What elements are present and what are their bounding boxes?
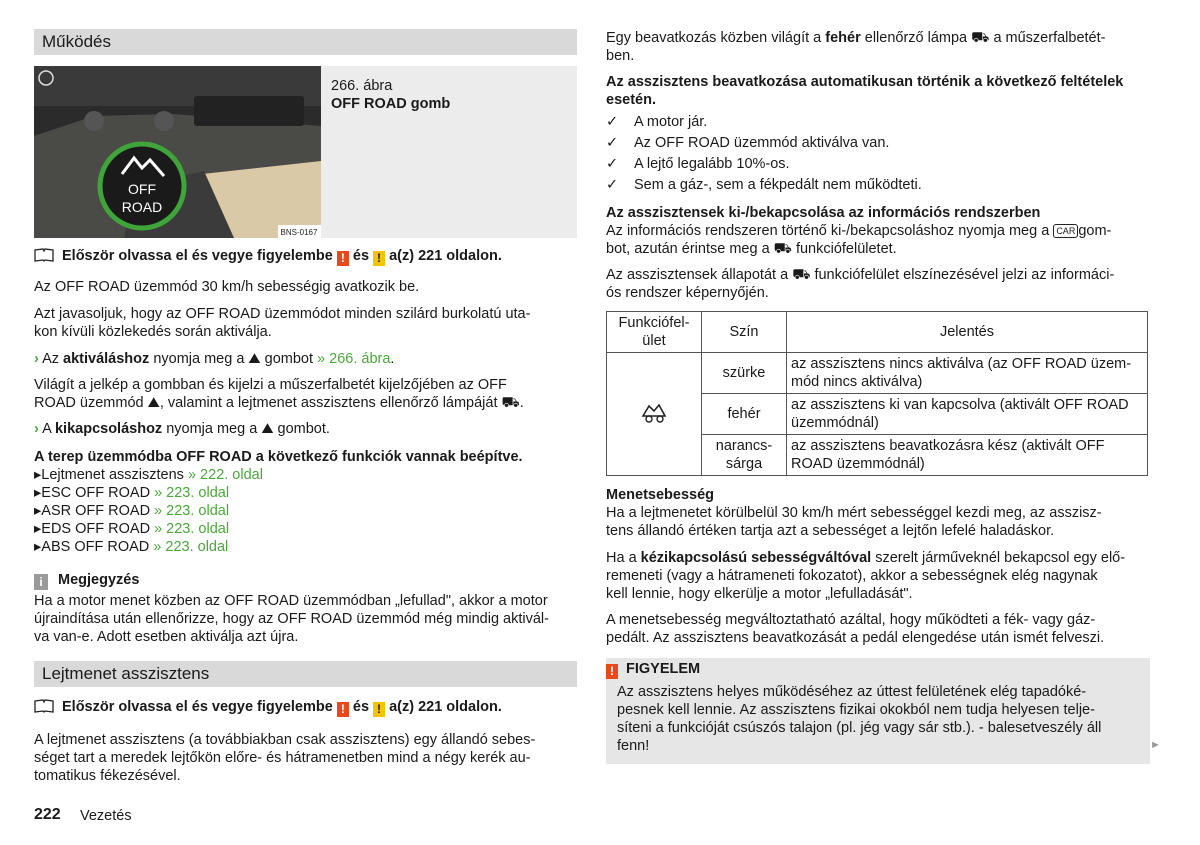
- continue-arrow-icon: ►: [1150, 739, 1161, 751]
- warning-l4: fenn!: [617, 738, 650, 754]
- descent-assist-icon: [639, 400, 669, 424]
- off-road-button-icon-2: ⛰: [261, 421, 274, 437]
- table-header: Szín: [702, 312, 787, 353]
- state-l1: Az asszisztensek állapotát a ⛟ funkciófelület elszínezésével jelzi az informáci-: [606, 267, 1115, 283]
- warning-l1: Az asszisztens helyes működéséhez az úttest felületének elég tapadóké-: [617, 684, 1087, 700]
- change-l2: pedált. Az asszisztens beavatkozását a pedál elengedése után ismét felveszi.: [606, 630, 1105, 646]
- onoff-l2: bot, azután érintse meg a ⛟ funkciófelületet.: [606, 241, 897, 257]
- manual-l3: kell lennie, hogy elkerülje a motor „lefulladását".: [606, 586, 913, 602]
- list-item: ✓ A lejtő legalább 10%-os.: [606, 156, 790, 172]
- table-row: narancs- sárga az asszisztens beavatkozásra kész (aktivált OFF ROAD üzemmódnál): [607, 435, 1148, 476]
- speed-l2: tens állandó értéken tartja azt a sebességet a lejtőn lefelé haladáskor.: [606, 523, 1055, 539]
- speed-l1: Ha a lejtmenetet körülbelül 30 km/h mért sebességgel kezdi meg, az asszisz-: [606, 505, 1102, 521]
- off-road-button-photo: [34, 66, 321, 238]
- function-color-table: [606, 311, 1148, 476]
- chapter-name: Vezetés: [80, 808, 132, 824]
- list-item: ▸EDS OFF ROAD » 223. oldal: [34, 521, 230, 537]
- warning-icon: !: [606, 664, 618, 679]
- list-item: ✓ Az OFF ROAD üzemmód aktiválva van.: [606, 135, 890, 151]
- table-header: Jelentés: [787, 312, 1148, 353]
- section-title-lejtmenet: Lejtmenet asszisztens: [34, 661, 577, 687]
- book-icon: [34, 248, 54, 262]
- section-title-mukodes: Működés: [34, 29, 577, 55]
- functions-list: [34, 466, 263, 556]
- descent-assist-function-icon: ⛟: [773, 241, 792, 257]
- table-row: szürke az asszisztens nincs aktiválva (az OFF ROAD üzem- mód nincs aktiválva): [607, 353, 1148, 394]
- read-first-line: Először olvassa el és vegye figyelembe ! és ! a(z) 221 oldalon.: [34, 247, 502, 266]
- warning-l2: pesnek kell lennie. Az asszisztens fizikai okokból nem tudja helyesen telje-: [617, 702, 1095, 718]
- read-first-line-2: Először olvassa el és vegye figyelembe ! és ! a(z) 221 oldalon.: [34, 698, 502, 717]
- red-warning-icon: !: [337, 702, 349, 717]
- list-item: ▸ESC OFF ROAD » 223. oldal: [34, 485, 230, 501]
- page-number: 222: [34, 806, 61, 823]
- yellow-warning-icon: !: [373, 251, 385, 266]
- figure-number: 266. ábra: [331, 78, 393, 94]
- manual-l1: Ha a kézikapcsolású sebességváltóval szerelt járműveknél bekapcsol egy elő-: [606, 550, 1126, 566]
- onoff-heading: Az asszisztensek ki-/bekapcsolása az információs rendszerben: [606, 205, 1041, 221]
- figure-code: BNS-0167: [280, 228, 318, 237]
- book-icon: [34, 699, 54, 713]
- paragraph-speed-limit: Az OFF ROAD üzemmód 30 km/h sebességig avatkozik be.: [34, 279, 420, 295]
- conditions-heading-l2: esetén.: [606, 92, 656, 108]
- list-item: ▸Lejtmenet asszisztens » 222. oldal: [34, 467, 263, 483]
- functions-heading: A terep üzemmódba OFF ROAD a következő funkciók vannak beépítve.: [34, 449, 523, 465]
- speed-heading: Menetsebesség: [606, 487, 714, 503]
- state-l2: ós rendszer képernyőjén.: [606, 285, 769, 301]
- descent-assist-function-icon: ⛟: [792, 267, 811, 283]
- descent-intro-l3: tomatikus fékezésével.: [34, 768, 181, 784]
- descent-assist-lamp-icon: ⛟: [971, 30, 990, 46]
- note-l1: Ha a motor menet közben az OFF ROAD üzemmódban „lefullad", akkor a motor: [34, 593, 548, 609]
- paragraph-lamp-l1: Világít a jelkép a gombban és kijelzi a műszerfalbetét kijelzőjében az OFF: [34, 377, 507, 393]
- yellow-warning-icon: !: [373, 702, 385, 717]
- off-road-button-icon: ⛰: [248, 351, 261, 367]
- conditions-heading-l1: Az asszisztens beavatkozása automatikusan történik a következő feltételek: [606, 74, 1124, 90]
- table-row: fehér az asszisztens ki van kapcsolva (aktivált OFF ROAD üzemmódnál): [607, 394, 1148, 435]
- button-text-road: ROAD: [121, 199, 163, 215]
- figure-caption: OFF ROAD gomb: [331, 96, 451, 112]
- figure-reference-link[interactable]: » 266. ábra: [317, 351, 391, 367]
- info-icon: i: [34, 574, 48, 590]
- table-header: Funkciófel- ület: [607, 312, 702, 353]
- change-l1: A menetsebesség megváltoztatható azáltal, hogy működteti a fék- vagy gáz-: [606, 612, 1096, 628]
- conditions-list: [606, 112, 922, 196]
- warning-heading: ! FIGYELEM: [606, 660, 700, 679]
- intervention-lamp-l2: ben.: [606, 48, 635, 64]
- onoff-l1: Az információs rendszeren történő ki-/bekapcsoláshoz nyomja meg a CAR gom-: [606, 223, 1112, 239]
- activation-instruction: › Az aktiváláshoz nyomja meg a ⛰ gombot » 266. ábra.: [34, 351, 395, 367]
- button-text-off: OFF: [128, 181, 156, 197]
- deactivation-instruction: › A kikapcsoláshoz nyomja meg a ⛰ gombot.: [34, 421, 330, 437]
- descent-intro-l2: séget tart a meredek lejtőkön előre- és hátramenetben mind a négy kerék au-: [34, 750, 531, 766]
- intervention-lamp-l1: Egy beavatkozás közben világít a fehér ellenőrző lámpa ⛟ a műszerfalbetét-: [606, 30, 1106, 46]
- red-warning-icon: !: [337, 251, 349, 266]
- paragraph-recommend-l1: Azt javasoljuk, hogy az OFF ROAD üzemmódot minden szilárd burkolatú uta-: [34, 306, 531, 322]
- off-road-mode-icon: ⛰: [147, 395, 160, 411]
- warning-l3: síteni a funkcióját csúszós talajon (pl. jég vagy sár stb.). - balesetveszély áll: [617, 720, 1102, 736]
- descent-intro-l1: A lejtmenet asszisztens (a továbbiakban csak asszisztens) egy állandó sebes-: [34, 732, 536, 748]
- paragraph-recommend-l2: kon kívüli közlekedés során aktiválja.: [34, 324, 272, 340]
- car-button-icon: CAR: [1053, 224, 1078, 238]
- descent-assist-lamp-icon: ⛟: [501, 395, 520, 411]
- list-item: ✓ A motor jár.: [606, 114, 708, 130]
- note-heading: i Megjegyzés: [34, 571, 139, 590]
- note-l3: va van-e. Adott esetben aktiválja azt újra.: [34, 629, 299, 645]
- note-l2: újraindítása után ellenőrizze, hogy az OFF ROAD üzemmód még mindig aktivál-: [34, 611, 549, 627]
- list-item: ▸ABS OFF ROAD » 223. oldal: [34, 539, 229, 555]
- figure-panel: [34, 66, 577, 238]
- manual-l2: remeneti (vagy a hátrameneti fokozatot), akkor a sebességnek elég nagynak: [606, 568, 1098, 584]
- list-item: ✓ Sem a gáz-, sem a fékpedált nem működteti.: [606, 177, 922, 193]
- list-item: ▸ASR OFF ROAD » 223. oldal: [34, 503, 230, 519]
- paragraph-lamp-l2: ROAD üzemmód ⛰, valamint a lejtmenet asszisztens ellenőrző lámpáját ⛟.: [34, 395, 524, 411]
